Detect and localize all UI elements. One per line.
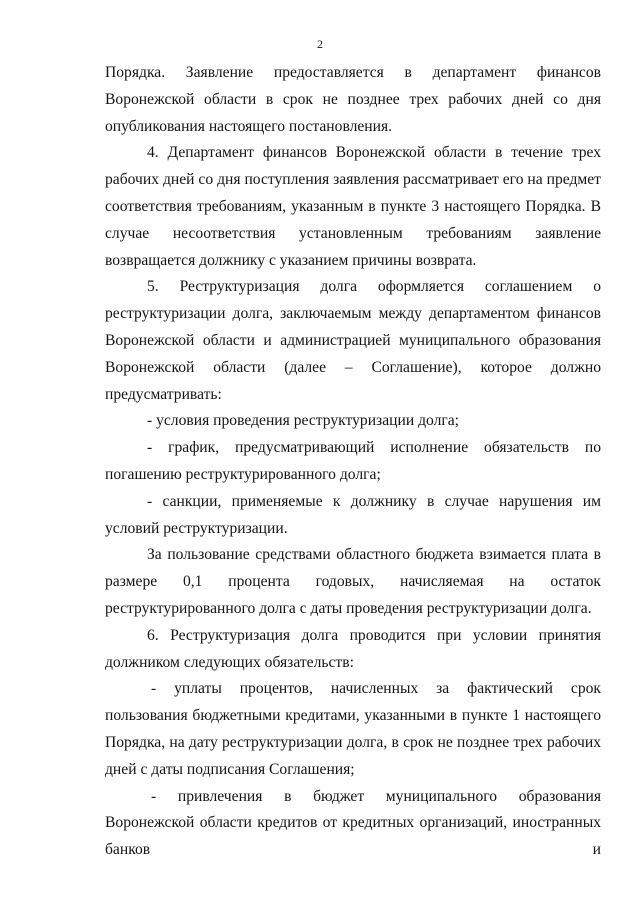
list-item-credits: - привлечения в бюджет муниципального образования Воронежской области кредитов от кредитных организаций, иностранных банков и <box>105 787 601 859</box>
list-item-sanctions: - санкции, применяемые к должнику в случае нарушения им условий реструктуризации. <box>105 492 601 537</box>
list-item-conditions: - условия проведения реструктуризации долга; <box>147 412 460 430</box>
paragraph-item-5: 5. Реструктуризация долга оформляется соглашением о реструктуризации долга, заключаемым между департаментом финансов Воронежской области и администрацией муниципального образования Воронежской области (далее – Соглашение), которое должно предусматривать: <box>105 278 601 403</box>
paragraph-item-4: 4. Департамент финансов Воронежской области в течение трех рабочих дней со дня поступления заявления рассматривает его на предмет соответствия требованиям, указанным в пункте 3 настоящего Порядка. В случае несоответствия установленным требованиям заявление возвращается должнику с указанием причины возврата. <box>105 144 601 269</box>
page-number: 2 <box>317 37 323 51</box>
paragraph-continuation: Порядка. Заявление предоставляется в департамент финансов Воронежской области в срок не позднее трех рабочих дней со дня опубликования настоящего постановления. <box>105 64 601 135</box>
paragraph-fee: За пользование средствами областного бюджета взимается плата в размере 0,1 процента годовых, начисляемая на остаток реструктурированного долга с даты проведения реструктуризации долга. <box>105 546 601 617</box>
list-item-interest: - уплаты процентов, начисленных за фактический срок пользования бюджетными кредитами, указанными в пункте 1 настоящего Порядка, на дату реструктуризации долга, в срок не позднее трех рабочих дней с даты подписания Соглашения; <box>105 680 601 778</box>
paragraph-item-6: 6. Реструктуризация долга проводится при условии принятия должником следующих обязательств: <box>105 626 601 671</box>
document-body <box>105 60 601 864</box>
list-item-schedule: - график, предусматривающий исполнение обязательств по погашению реструктурированного долга; <box>105 439 601 483</box>
